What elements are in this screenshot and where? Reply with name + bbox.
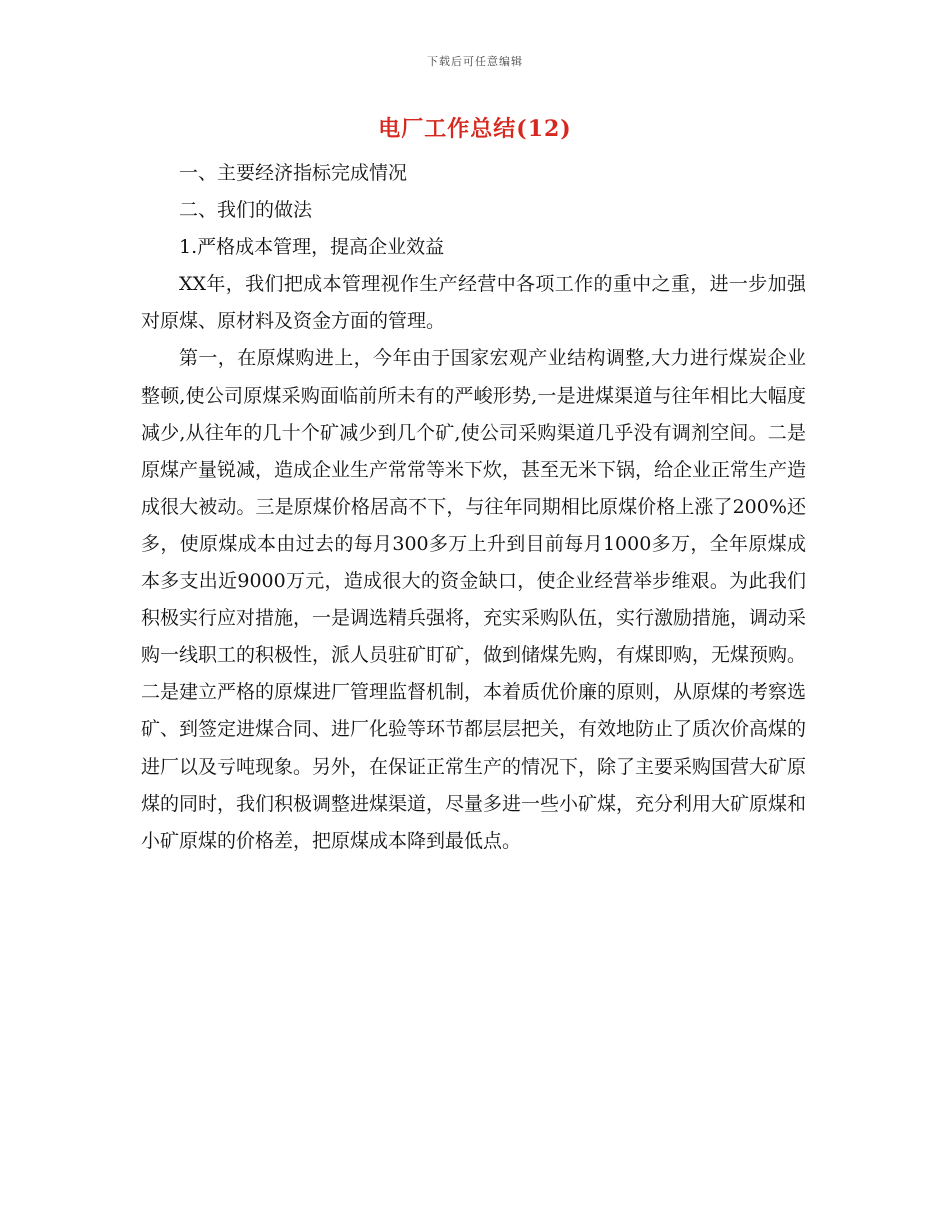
document-title: 电厂工作总结(12) (378, 116, 572, 142)
section-heading-2: 二、我们的做法 (179, 199, 313, 222)
header-note: 下载后可任意编辑 (427, 55, 523, 68)
section-heading-1: 一、主要经济指标完成情况 (179, 162, 408, 184)
subsection-heading: 1.严格成本管理，提高企业效益 (179, 236, 445, 259)
document-body (141, 155, 806, 860)
body-paragraph: XX年，我们把成本管理视作生产经营中各项工作的重中之重，进一步加强对原煤、原材料及资金方面的管理。 (141, 273, 806, 333)
body-paragraph: 第一，在原煤购进上，今年由于国家宏观产业结构调整,大力进行煤炭企业整顿,使公司原煤采购面临前所未有的严峻形势,一是进煤渠道与往年相比大幅度减少,从往年的几十个矿减少到几个矿,使公司采购渠道几乎没有调剂空间。二是原煤产量锐减，造成企业生产常常等米下炊，甚至无米下锅，给企业正常生产造成很大被动。三是原煤价格居高不下，与往年同期相比原煤价格上涨了200%还多，使原煤成本由过去的每月300多万上升到目前每月1000多万，全年原煤成本多支出近9000万元，造成很大的资金缺口，使企业经营举步维艰。为此我们积极实行应对措施，一是调选精兵强将，充实采购队伍，实行激励措施，调动采购一线职工的积极性，派人员驻矿盯矿，做到储煤先购，有煤即购，无煤预购。二是建立严格的原煤进厂管理监督机制，本着质优价廉的原则，从原煤的考察选矿、到签定进煤合同、进厂化验等环节都层层把关，有效地防止了质次价高煤的进厂以及亏吨现象。另外，在保证正常生产的情况下，除了主要采购国营大矿原煤的同时，我们积极调整进煤渠道，尽量多进一些小矿煤，充分利用大矿原煤和小矿原煤的价格差，把原煤成本降到最低点。 (141, 347, 807, 852)
